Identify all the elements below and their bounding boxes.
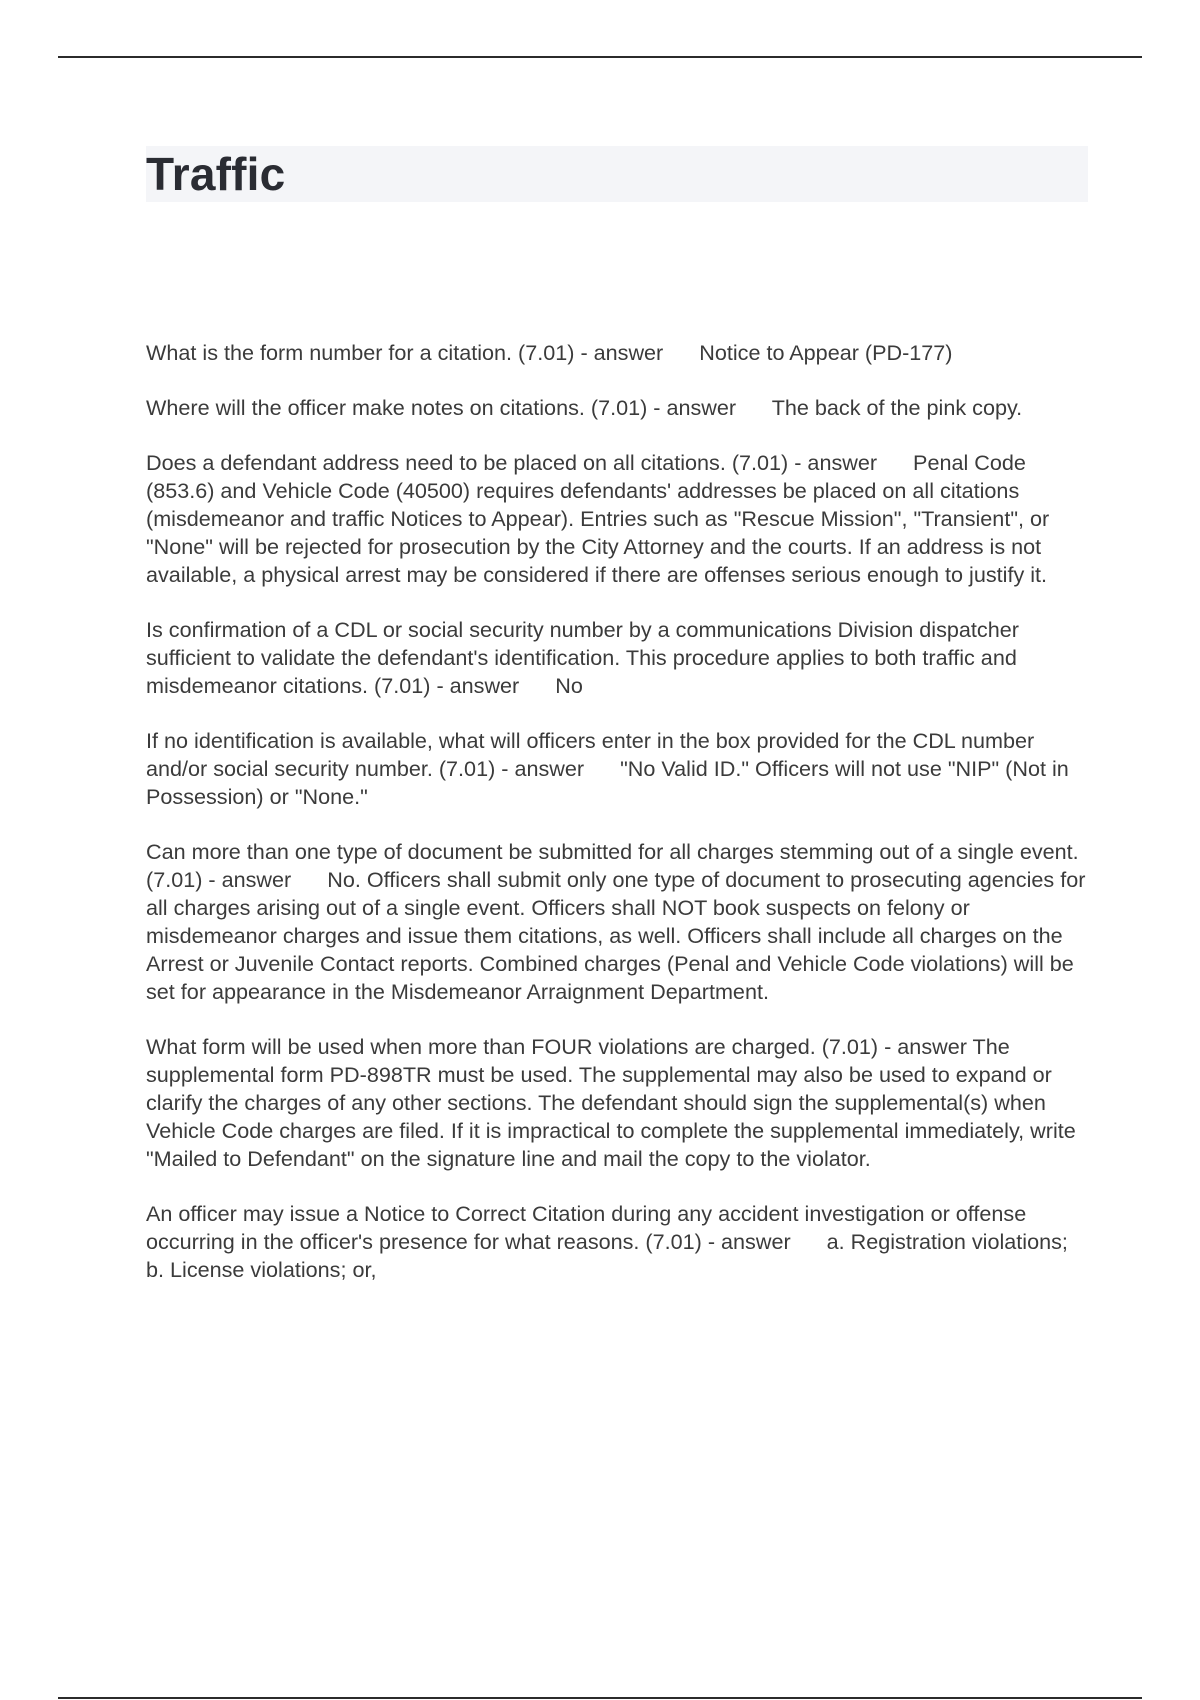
question-text: Where will the officer make notes on citations. (7.01) - answer bbox=[146, 395, 737, 420]
qa-entry bbox=[146, 727, 1091, 811]
question-text: What form will be used when more than FOUR violations are charged. (7.01) - answer bbox=[146, 1034, 967, 1059]
qa-entry bbox=[146, 838, 1091, 1006]
qa-entry bbox=[146, 394, 1091, 422]
qa-entry bbox=[146, 339, 1091, 367]
answer-text: a. Registration violations; b. License violations; or, bbox=[146, 1229, 1068, 1282]
title-bar bbox=[146, 146, 1088, 202]
qa-list bbox=[146, 339, 1091, 1311]
answer-text: Penal Code (853.6) and Vehicle Code (40500) requires defendants' addresses be placed on all citations (misdemeanor and traffic Notices to Appear). Entries such as "Rescue Mission", "Transient", or "None" will be rejected for prosecution by the City Attorney and the courts. If an address is not available, a physical arrest may be considered if there are offenses serious enough to justify it. bbox=[146, 450, 1056, 587]
page-title: Traffic bbox=[146, 148, 286, 200]
qa-entry bbox=[146, 616, 1091, 700]
question-text: What is the form number for a citation. (7.01) - answer bbox=[146, 340, 664, 365]
answer-text: Notice to Appear (PD-177) bbox=[699, 340, 953, 365]
answer-text: "No Valid ID." Officers will not use "NIP" (Not in Possession) or "None." bbox=[146, 756, 1075, 809]
qa-entry bbox=[146, 1033, 1091, 1173]
question-text: An officer may issue a Notice to Correct Citation during any accident investigation or offense occurring in the officer's presence for what reasons. (7.01) - answer bbox=[146, 1201, 1033, 1254]
question-text: If no identification is available, what will officers enter in the box provided for the CDL number and/or social security number. (7.01) - answer bbox=[146, 728, 1041, 781]
qa-entry bbox=[146, 1200, 1091, 1284]
top-rule bbox=[58, 56, 1142, 58]
answer-text: No bbox=[555, 673, 583, 698]
answer-text: The back of the pink copy. bbox=[771, 395, 1023, 420]
answer-text: The supplemental form PD-898TR must be used. The supplemental may also be used to expand or clarify the charges of any other sections. The defendant should sign the supplemental(s) when Vehicle Code charges are filed. If it is impractical to complete the supplemental immediately, write "Mailed to Defendant" on the signature line and mail the copy to the violator. bbox=[146, 1034, 1082, 1171]
question-text: Is confirmation of a CDL or social security number by a communications Division dispatcher sufficient to validate the defendant's identification. This procedure applies to both traffic and misdemeanor citations. (7.01) - answer bbox=[146, 617, 1025, 698]
answer-text: No. Officers shall submit only one type of document to prosecuting agencies for all charges arising out of a single event. Officers shall NOT book suspects on felony or misdemeanor charges and issue them citations, as well. Officers shall include all charges on the Arrest or Juvenile Contact reports. Combined charges (Penal and Vehicle Code violations) will be set for appearance in the Misdemeanor Arraignment Department. bbox=[146, 867, 1092, 1004]
qa-entry bbox=[146, 449, 1091, 589]
bottom-rule bbox=[58, 1697, 1142, 1699]
question-text: Can more than one type of document be submitted for all charges stemming out of a single event. (7.01) - answer bbox=[146, 839, 1085, 892]
question-text: Does a defendant address need to be placed on all citations. (7.01) - answer bbox=[146, 450, 878, 475]
